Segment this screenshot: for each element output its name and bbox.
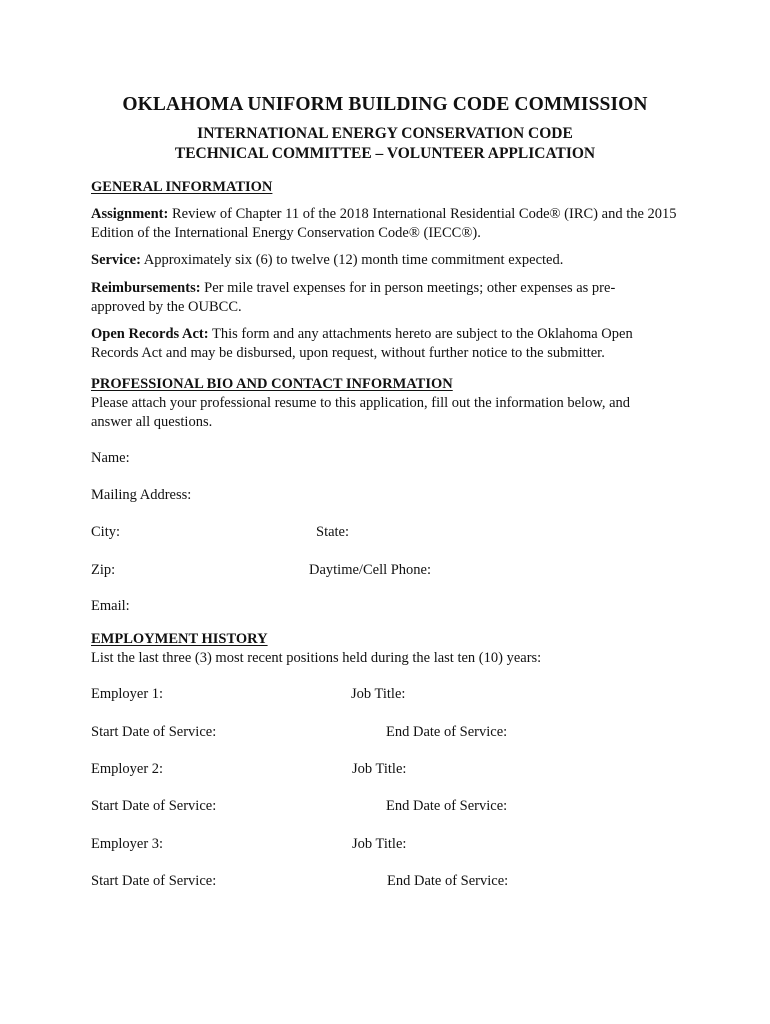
assignment-paragraph (91, 205, 681, 242)
service-paragraph (91, 251, 691, 270)
job-title3-field-label: Job Title: (352, 836, 407, 852)
end-date1-field-label: End Date of Service: (386, 724, 508, 740)
form-subtitle-line2: TECHNICAL COMMITTEE – VOLUNTEER APPLICATION (174, 145, 596, 162)
general-information-heading: GENERAL INFORMATION (91, 179, 273, 195)
open-records-label: Open Records Act: (91, 326, 209, 342)
phone-field-label: Daytime/Cell Phone: (309, 562, 432, 578)
start-date3-field-label: Start Date of Service: (91, 873, 217, 889)
reimbursements-text: Per mile travel expenses for in person meetings; other expenses as pre-approved by the OUBCC. (91, 280, 616, 315)
reimbursements-label: Reimbursements: (91, 280, 201, 296)
assignment-text: Review of Chapter 11 of the 2018 International Residential Code® (IRC) and the 2015 Edition of the International Energy Conservation Code® (IECC®). (91, 206, 677, 241)
job-title2-field-label: Job Title: (352, 761, 407, 777)
mailing-address-field-label: Mailing Address: (91, 487, 192, 503)
end-date2-field-label: End Date of Service: (386, 798, 508, 814)
employer2-field-label: Employer 2: (91, 761, 164, 777)
bio-instructions: Please attach your professional resume to this application, fill out the information below, and answer all questions. (91, 395, 631, 430)
zip-field-label: Zip: (91, 562, 116, 578)
start-date1-field-label: Start Date of Service: (91, 724, 217, 740)
name-field-label: Name: (91, 450, 130, 466)
employment-history-heading: EMPLOYMENT HISTORY (91, 631, 268, 647)
reimbursements-paragraph (91, 279, 651, 316)
email-field-label: Email: (91, 598, 130, 614)
start-date2-field-label: Start Date of Service: (91, 798, 217, 814)
open-records-paragraph (91, 325, 671, 362)
employer3-field-label: Employer 3: (91, 836, 164, 852)
employer1-field-label: Employer 1: (91, 686, 164, 702)
open-records-text: This form and any attachments hereto are subject to the Oklahoma Open Records Act and may be disbursed, upon request, without further notice to the submitter. (91, 326, 633, 361)
form-subtitle-line1: INTERNATIONAL ENERGY CONSERVATION CODE (197, 125, 573, 142)
state-field-label: State: (316, 524, 350, 540)
assignment-label: Assignment: (91, 206, 169, 222)
job-title1-field-label: Job Title: (351, 686, 406, 702)
end-date3-field-label: End Date of Service: (387, 873, 509, 889)
city-field-label: City: (91, 524, 121, 540)
employment-instructions: List the last three (3) most recent positions held during the last ten (10) years: (91, 650, 542, 666)
professional-bio-heading: PROFESSIONAL BIO AND CONTACT INFORMATION (91, 376, 453, 392)
service-label: Service: (91, 252, 141, 268)
form-title: OKLAHOMA UNIFORM BUILDING CODE COMMISSION (122, 94, 648, 115)
service-text: Approximately six (6) to twelve (12) month time commitment expected. (140, 252, 564, 268)
